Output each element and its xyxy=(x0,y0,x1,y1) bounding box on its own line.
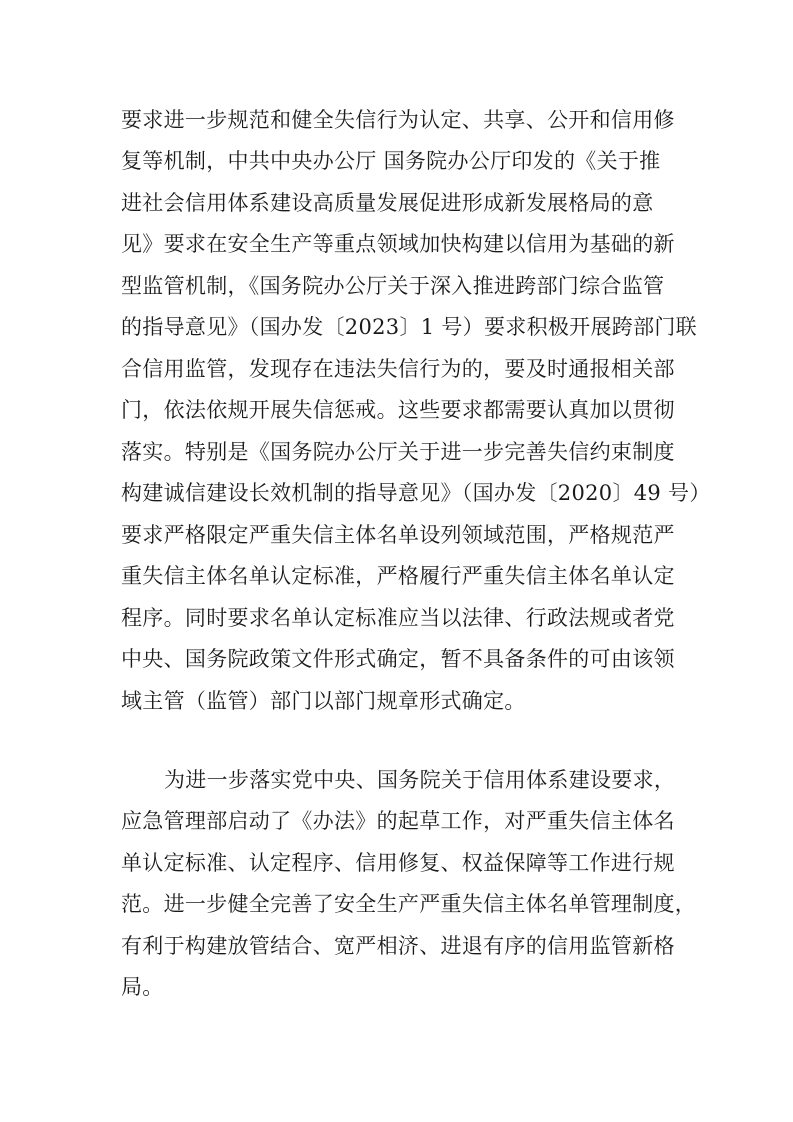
paragraph-1-line-8: 门，依法依规开展失信惩戒。这些要求都需要认真加以贯彻 xyxy=(121,398,675,422)
paragraph-1-line-11: 要求严格限定严重失信主体名单设列领域范围，严格规范严 xyxy=(121,523,675,547)
paragraph-1-line-9: 落实。特别是《国务院办公厅关于进一步完善失信约束制度 xyxy=(121,440,675,464)
paragraph-1-line-7: 合信用监管，发现存在违法失信行为的，要及时通报相关部 xyxy=(121,357,675,381)
paragraph-1-line-12: 重失信主体名单认定标准，严格履行严重失信主体名单认定 xyxy=(121,564,675,588)
paragraph-2-line-6: 局。 xyxy=(121,975,164,999)
paragraph-1-line-5: 型监管机制，《国务院办公厅关于深入推进跨部门综合监管 xyxy=(121,274,665,298)
paragraph-2-line-2: 应急管理部启动了《办法》的起草工作，对严重失信主体名 xyxy=(121,809,675,833)
paragraph-1-line-1: 要求进一步规范和健全失信行为认定、共享、公开和信用修 xyxy=(121,108,675,132)
paragraph-2-line-3: 单认定标准、认定程序、信用修复、权益保障等工作进行规 xyxy=(121,851,675,875)
paragraph-1-line-2: 复等机制，中共中央办公厅 国务院办公厅印发的《关于推 xyxy=(121,149,661,173)
paragraph-1-line-13: 程序。同时要求名单认定标准应当以法律、行政法规或者党 xyxy=(121,606,675,630)
paragraph-2-line-1: 为进一步落实党中央、国务院关于信用体系建设要求， xyxy=(164,768,676,792)
paragraph-2-line-5: 有利于构建放管结合、宽严相济、进退有序的信用监管新格 xyxy=(121,934,675,958)
paragraph-2-line-4: 范。进一步健全完善了安全生产严重失信主体名单管理制度， xyxy=(121,892,697,916)
paragraph-1-line-10: 构建诚信建设长效机制的指导意见》（国办发〔2020〕49 号） xyxy=(121,481,711,505)
paragraph-1-line-4: 见》要求在安全生产等重点领域加快构建以信用为基础的新 xyxy=(121,232,675,256)
paragraph-1-line-15: 域主管（监管）部门以部门规章形式确定。 xyxy=(121,689,526,713)
paragraph-1-line-6: 的指导意见》（国办发〔2023〕1 号）要求积极开展跨部门联 xyxy=(121,315,697,339)
paragraph-1-line-14: 中央、国务院政策文件形式确定，暂不具备条件的可由该领 xyxy=(121,647,675,671)
paragraph-1-line-3: 进社会信用体系建设高质量发展促进形成新发展格局的意 xyxy=(121,191,654,215)
